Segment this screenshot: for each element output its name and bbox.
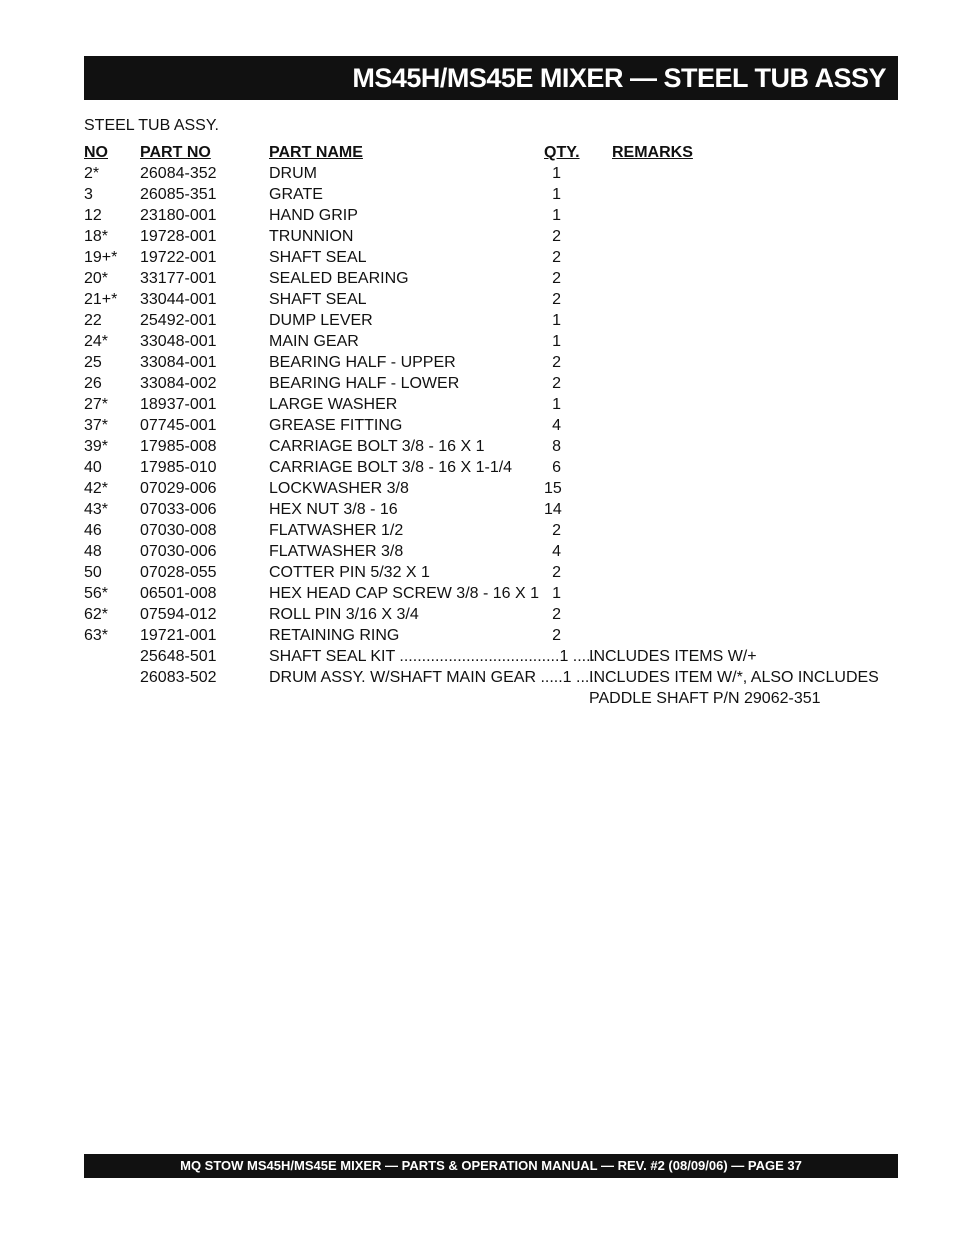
part-number: 17985-008 [140, 438, 217, 455]
part-number: 07030-008 [140, 522, 217, 539]
part-name: SHAFT SEAL [269, 291, 367, 308]
part-name: BEARING HALF - UPPER [269, 354, 456, 371]
kit-remarks: INCLUDES ITEMS W/+ [589, 648, 757, 665]
quantity: 8 [552, 438, 561, 455]
part-name: RETAINING RING [269, 627, 400, 644]
quantity: 2 [552, 291, 561, 308]
item-number: 43* [84, 501, 109, 518]
part-name: TRUNNION [269, 228, 354, 245]
quantity: 6 [552, 459, 561, 476]
item-number: 2* [84, 165, 100, 182]
header-qty: QTY. [544, 144, 580, 161]
part-name: HAND GRIP [269, 207, 358, 224]
item-number: 42* [84, 480, 109, 497]
quantity: 1 [552, 186, 561, 203]
item-number: 39* [84, 438, 109, 455]
part-name: CARRIAGE BOLT 3/8 - 16 X 1-1/4 [269, 459, 513, 476]
quantity: 2 [552, 249, 561, 266]
quantity: 1 [552, 396, 561, 413]
part-name: HEX HEAD CAP SCREW 3/8 - 16 X 1 [269, 585, 540, 602]
kit-remarks: INCLUDES ITEM W/*, ALSO INCLUDES [589, 669, 879, 686]
item-number: 37* [84, 417, 109, 434]
part-number: 19728-001 [140, 228, 217, 245]
item-number: 21+* [84, 291, 118, 308]
part-name: DRUM [269, 165, 317, 182]
part-number: 33048-001 [140, 333, 217, 350]
footer-text: MQ STOW MS45H/MS45E MIXER — PARTS & OPERATION MANUAL — REV. #2 (08/09/06) — PAGE 37 [180, 1158, 802, 1173]
quantity: 1 [552, 585, 561, 602]
item-number: 20* [84, 270, 109, 287]
part-number: 07030-006 [140, 543, 217, 560]
part-number: 19721-001 [140, 627, 217, 644]
item-number: 22 [84, 312, 102, 329]
item-number: 3 [84, 186, 93, 203]
part-number: 18937-001 [140, 396, 217, 413]
quantity: 1 [552, 312, 561, 329]
quantity: 2 [552, 228, 561, 245]
header-no: NO [84, 144, 108, 161]
section-label: STEEL TUB ASSY. [84, 117, 219, 134]
quantity: 14 [544, 501, 562, 518]
quantity: 2 [552, 270, 561, 287]
footer-bar [84, 1154, 898, 1178]
item-number: 25 [84, 354, 102, 371]
item-number: 24* [84, 333, 109, 350]
part-number: 26085-351 [140, 186, 217, 203]
quantity: 2 [552, 354, 561, 371]
part-number: 07745-001 [140, 417, 217, 434]
item-number: 12 [84, 207, 102, 224]
item-number: 63* [84, 627, 109, 644]
part-name: ROLL PIN 3/16 X 3/4 [269, 606, 419, 623]
kit-description: DRUM ASSY. W/SHAFT MAIN GEAR .....1 ..... [269, 669, 599, 686]
item-number: 27* [84, 396, 109, 413]
quantity: 2 [552, 564, 561, 581]
header-part-no: PART NO [140, 144, 211, 161]
quantity: 1 [552, 165, 561, 182]
quantity: 4 [552, 417, 561, 434]
part-number: 07594-012 [140, 606, 217, 623]
part-name: GRATE [269, 186, 323, 203]
item-number: 18* [84, 228, 109, 245]
kit-part-number: 25648-501 [140, 648, 217, 665]
header-remarks: REMARKS [612, 144, 693, 161]
quantity: 4 [552, 543, 561, 560]
part-name: LOCKWASHER 3/8 [269, 480, 409, 497]
part-number: 33044-001 [140, 291, 217, 308]
part-name: FLATWASHER 3/8 [269, 543, 404, 560]
part-number: 07029-006 [140, 480, 217, 497]
part-number: 07033-006 [140, 501, 217, 518]
part-number: 17985-010 [140, 459, 217, 476]
part-number: 33177-001 [140, 270, 217, 287]
part-name: BEARING HALF - LOWER [269, 375, 460, 392]
part-number: 19722-001 [140, 249, 217, 266]
quantity: 1 [552, 333, 561, 350]
quantity: 1 [552, 207, 561, 224]
quantity: 2 [552, 375, 561, 392]
quantity: 2 [552, 627, 561, 644]
part-number: 23180-001 [140, 207, 217, 224]
kit-remarks-continued: PADDLE SHAFT P/N 29062-351 [589, 690, 821, 707]
part-name: SHAFT SEAL [269, 249, 367, 266]
quantity: 15 [544, 480, 562, 497]
part-name: SEALED BEARING [269, 270, 409, 287]
part-number: 33084-001 [140, 354, 217, 371]
item-number: 56* [84, 585, 109, 602]
item-number: 48 [84, 543, 102, 560]
quantity: 2 [552, 522, 561, 539]
part-name: GREASE FITTING [269, 417, 403, 434]
part-number: 26084-352 [140, 165, 217, 182]
part-number: 06501-008 [140, 585, 217, 602]
kit-part-number: 26083-502 [140, 669, 217, 686]
part-name: LARGE WASHER [269, 396, 398, 413]
item-number: 50 [84, 564, 102, 581]
quantity: 2 [552, 606, 561, 623]
part-name: DUMP LEVER [269, 312, 373, 329]
part-number: 33084-002 [140, 375, 217, 392]
page-title-bar [84, 56, 898, 100]
part-name: MAIN GEAR [269, 333, 359, 350]
header-part-name: PART NAME [269, 144, 363, 161]
part-number: 25492-001 [140, 312, 217, 329]
part-number: 07028-055 [140, 564, 217, 581]
item-number: 46 [84, 522, 102, 539]
kit-description: SHAFT SEAL KIT ....................................1 ..... [269, 648, 596, 665]
item-number: 40 [84, 459, 102, 476]
item-number: 26 [84, 375, 102, 392]
part-name: FLATWASHER 1/2 [269, 522, 404, 539]
part-name: COTTER PIN 5/32 X 1 [269, 564, 430, 581]
item-number: 62* [84, 606, 109, 623]
part-name: CARRIAGE BOLT 3/8 - 16 X 1 [269, 438, 485, 455]
item-number: 19+* [84, 249, 118, 266]
page-title: MS45H/MS45E MIXER — STEEL TUB ASSY [352, 63, 886, 93]
part-name: HEX NUT 3/8 - 16 [269, 501, 398, 518]
